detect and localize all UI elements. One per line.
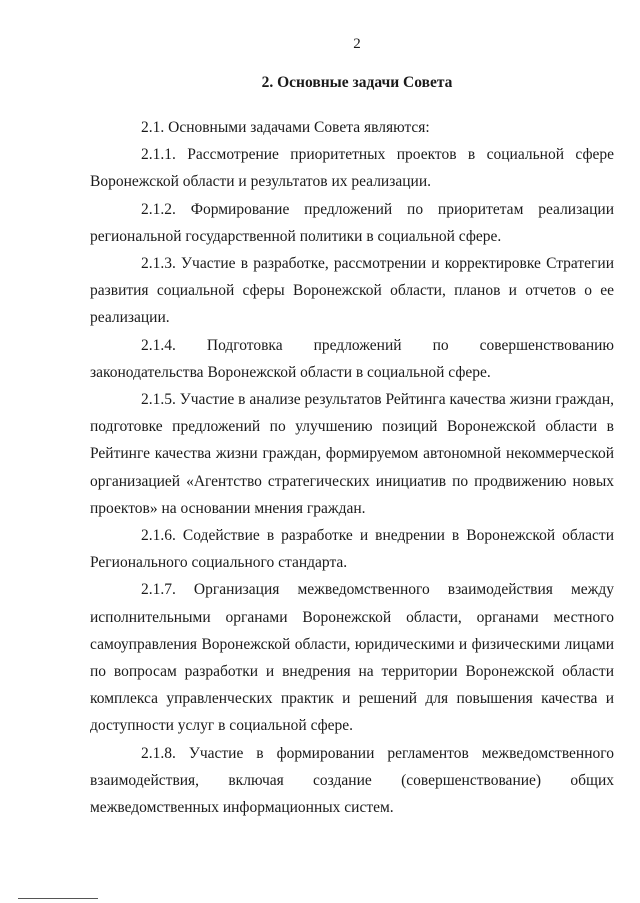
paragraph-2-1-8: 2.1.8. Участие в формировании регламентов межведомственного взаимодействия, включая создание (совершенствование) общих межведомственных информационных систем. (90, 744, 614, 817)
paragraph-2-1-1: 2.1.1. Рассмотрение приоритетных проектов в социальной сфере Воронежской области и результатов их реализации. (90, 146, 614, 191)
paragraph-2-1: 2.1. Основными задачами Совета являются: (141, 119, 430, 136)
paragraph-2-1-2: 2.1.2. Формирование предложений по приоритетам реализации региональной государственной политики в социальной сфере. (90, 200, 614, 245)
section-title: 2. Основные задачи Совета (261, 74, 453, 91)
paragraph-2-1-6: 2.1.6. Содействие в разработке и внедрении в Воронежской области Регионального социального стандарта. (90, 527, 614, 572)
page-number: 2 (353, 36, 361, 52)
paragraph-2-1-4: 2.1.4. Подготовка предложений по совершенствованию законодательства Воронежской области в социальной сфере. (90, 336, 614, 381)
paragraph-2-1-3: 2.1.3. Участие в разработке, рассмотрении и корректировке Стратегии развития социальной сферы Воронежской области, планов и отчетов о ее реализации. (90, 255, 614, 327)
paragraph-2-1-5: 2.1.5. Участие в анализе результатов Рейтинга качества жизни граждан, подготовке предложений по улучшению позиций Воронежской области в Рейтинге качества жизни граждан, формируемом автономной некоммерческой организацией «Агентство стратегических инициатив по продвижению новых проектов» на основании мнения граждан. (90, 391, 614, 517)
document-body (90, 114, 614, 821)
paragraph-2-1-7: 2.1.7. Организация межведомственного взаимодействия между исполнительными органами Воронежской области, органами местного самоуправления Воронежской области, юридическими и физическими лицами по вопросам разработки и внедрения на территории Воронежской области комплекса управленческих практик и решений для повышения качества и доступности услуг в социальной сфере. (90, 581, 614, 735)
footer-rule (18, 898, 98, 899)
